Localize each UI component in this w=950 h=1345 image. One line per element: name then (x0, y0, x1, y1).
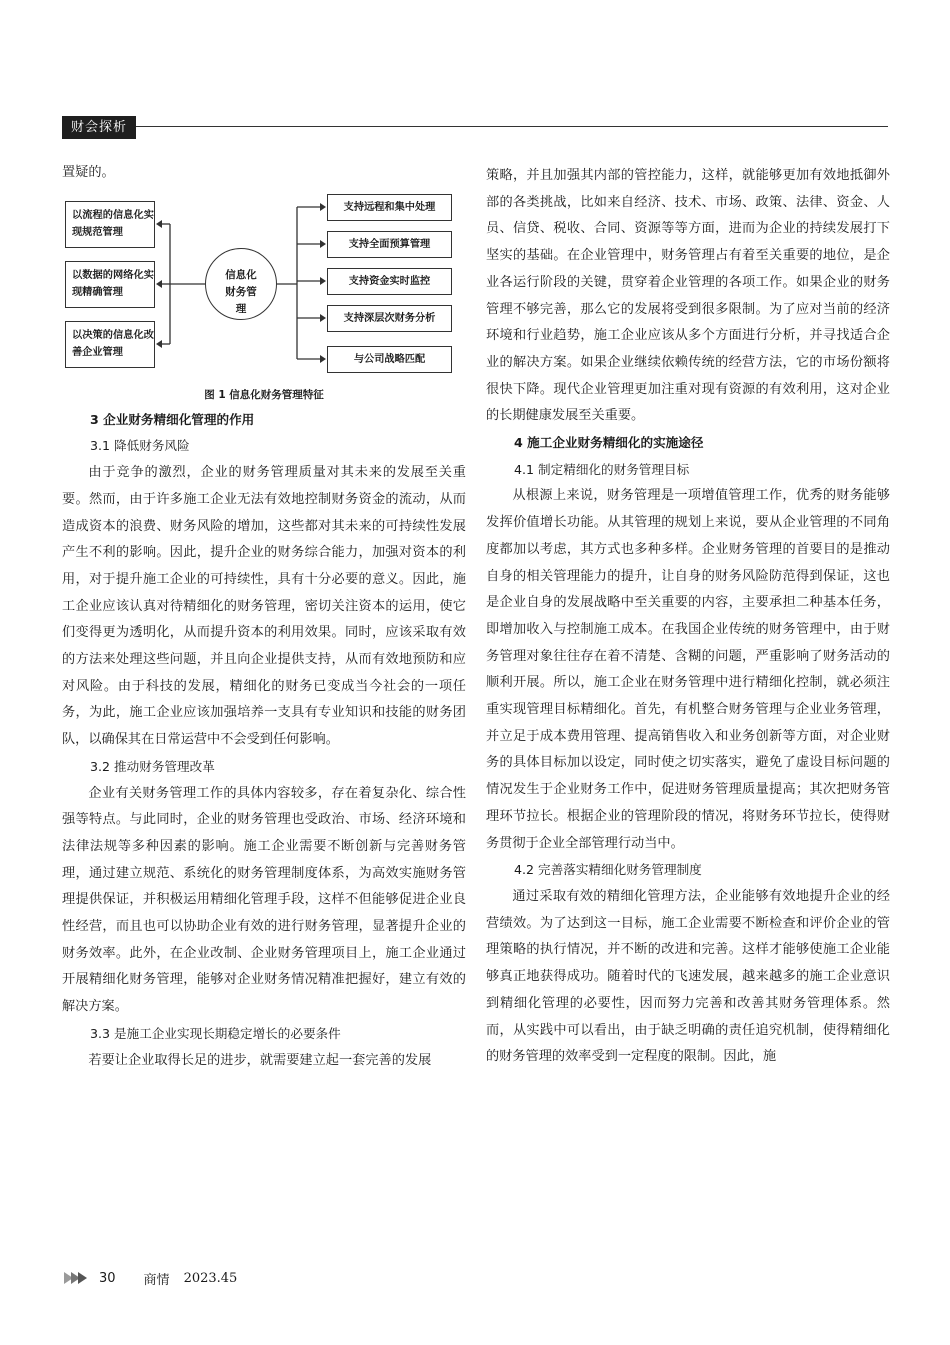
header-rule (136, 126, 888, 127)
section-tag: 财会探析 (62, 116, 136, 139)
paragraph: 若要让企业取得长足的进步，就需要建立起一套完善的发展 (88, 1052, 432, 1068)
subsection-heading: 3.2 推动财务管理改革 (90, 758, 215, 774)
page-number: 30 (99, 1270, 116, 1286)
paragraph: 策略，并且加强其内部的管控能力，这样，就能够更加有效地抵御外部的各类挑战，比如来自经济、技术、市场、政策、法律、资金、人员、信贷、税收、合同、资源等等方面，进而为企业的持续发展打下坚实的基础。在企业管理中，财务管理占有着至关重要的地位，是企业各运行阶段的关键，贯穿着企业管理的各项工作。如果企业的财务管理不够完善，那么它的发展将受到很多限制。为了应对当前的经济环境和行业趋势，施工企业应该从多个方面进行分析，并寻找适合企业的解决方案。如果企业继续依赖传统的经营方法，它的市场份额将很快下降。现代企业管理更加注重对现有资源的有效利用，这对企业的长期健康发展至关重要。 (486, 168, 890, 424)
figure-right-box: 支持资金实时监控 (327, 268, 452, 295)
issue-number: 2023.45 (183, 1270, 238, 1286)
subsection-heading: 3.1 降低财务风险 (90, 438, 190, 454)
paragraph: 从根源上来说，财务管理是一项增值管理工作，优秀的财务能够发挥价值增长功能。从其管理的规划上来说，要从企业管理的不同角度都加以考虑，其方式也多种多样。企业财务管理的首要目的是推动自身的相关管理能力的提升，让自身的财务风险防范得到保证，这也是企业自身的发展战略中至关重要的内容，主要承担二种基本任务，即增加收入与控制施工成本。在我国企业传统的财务管理中，由于财务管理对象往往存在着不清楚、含糊的问题，严重影响了财务活动的顺利开展。所以，施工企业在财务管理中进行精细化控制，就必须注重实现管理目标精细化。首先，有机整合财务管理与企业业务管理，并立足于成本费用管理、提高销售收入和业务创新等方面，对企业财务的具体目标加以设定，同时使之切实落实，避免了虚设目标问题的情况发生于企业财务工作中，促进财务管理质量提高；其次把财务管理环节拉长。根据企业的管理阶段的情况，将财务环节拉长，使得财务贯彻于企业全部管理行动当中。 (486, 488, 890, 851)
paragraph: 由于竞争的激烈，企业的财务管理质量对其未来的发展至关重要。然而，由于许多施工企业无法有效地控制财务资金的流动，从而造成资本的浪费、财务风险的增加，这些都对其未来的可持续性发展产生不利的影响。因此，提升企业的财务综合能力，加强对资本的利用，对于提升施工企业的可持续性，具有十分必要的意义。因此，施工企业应该认真对待精细化的财务管理，密切关注资本的运用，使它们变得更为透明化，从而提升资本的利用效果。同时，应该采取有效的方法来处理这些问题，并且向企业提供支持，从而有效地预防和应对风险。由于科技的发展，精细化的财务已变成当今社会的一项任务，为此，施工企业应该加强培养一支具有专业知识和技能的财务团队，以确保其在日常运营中不会受到任何影响。 (62, 465, 466, 748)
paragraph: 置疑的。 (62, 165, 115, 180)
page-footer (64, 1269, 237, 1287)
paragraph: 通过采取有效的精细化管理方法，企业能够有效地提升企业的经营绩效。为了达到这一目标，施工企业需要不断检查和评价企业的管理策略的执行情况，并不断的改进和完善。这样才能够使施工企业能够真正地获得成功。随着时代的飞速发展，越来越多的施工企业意识到精细化管理的必要性，因而努力完善和改善其财务管理体系。然而，从实践中可以看出，由于缺乏明确的责任追究机制，使得精细化的财务管理的效率受到一定程度的限制。因此，施 (486, 888, 890, 1065)
section-heading: 3 企业财务精细化管理的作用 (90, 411, 255, 427)
subsection-heading: 3.3 是施工企业实现长期稳定增长的必要条件 (90, 1025, 341, 1041)
figure-left-box: 以数据的网络化实现精确管理 (65, 261, 155, 308)
figure-left-box: 以决策的信息化改善企业管理 (65, 321, 155, 368)
subsection-heading: 4.1 制定精细化的财务管理目标 (514, 461, 690, 477)
subsection-heading: 4.2 完善落实精细化财务管理制度 (514, 862, 702, 878)
figure-left-box: 以流程的信息化实现规范管理 (65, 201, 155, 248)
section-heading: 4 施工企业财务精细化的实施途径 (514, 435, 704, 451)
figure-right-box: 支持全面预算管理 (327, 231, 452, 258)
figure-center-node: 信息化财务管理 (205, 248, 277, 320)
figure-1 (62, 191, 466, 381)
figure-right-box: 支持远程和集中处理 (327, 194, 452, 221)
figure-right-box: 支持深层次财务分析 (327, 305, 452, 332)
figure-right-box: 与公司战略匹配 (327, 346, 452, 373)
figure-caption: 图 1 信息化财务管理特征 (204, 388, 324, 401)
left-column (62, 160, 466, 1074)
paragraph: 企业有关财务管理工作的具体内容较多，存在着复杂化、综合性强等特点。与此同时，企业的财务管理也受政治、市场、经济环境和法律法规等多种因素的影响。施工企业需要不断创新与完善财务管理，通过建立规范、系统化的财务管理制度体系，为高效实施财务管理提供保证，并积极运用精细化管理手段，这样不但能够促进企业良性经营，而且也可以协助企业有效的进行财务管理，显著提升企业的财务效率。此外，在企业改制、企业财务管理项目上，施工企业通过开展精细化财务管理，能够对企业财务情况精准把握好，建立有效的解决方案。 (62, 785, 466, 1015)
arrow-icon (64, 1272, 85, 1284)
journal-name: 商情 (143, 1272, 170, 1288)
right-column (486, 163, 890, 1071)
